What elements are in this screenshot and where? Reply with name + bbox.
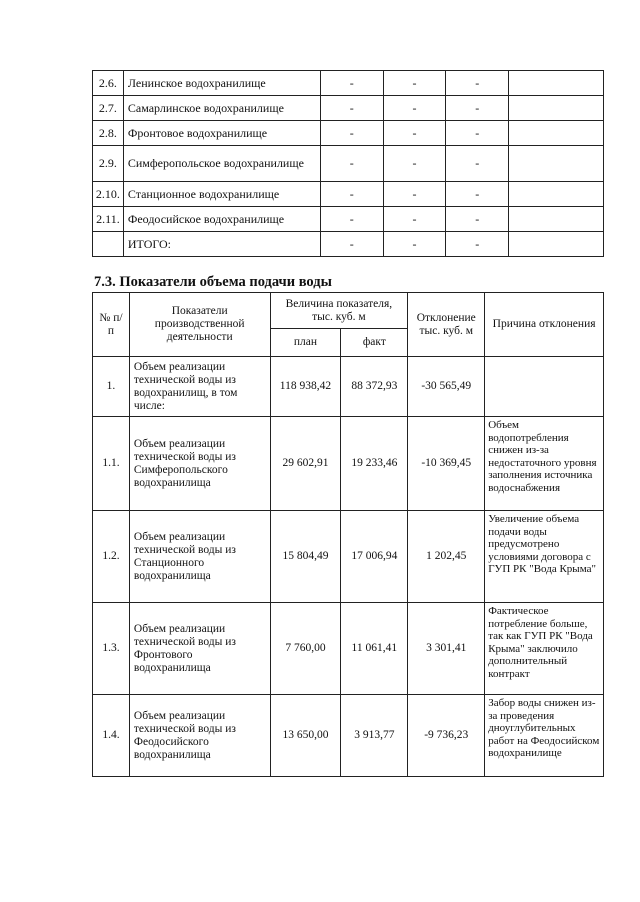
cell-name: Объем реализации технической воды из водохранилищ, в том числе: [129,357,270,417]
cell-num: 1.4. [93,695,130,777]
cell-name: Фронтовое водохранилище [123,121,320,146]
cell-v1: - [320,182,383,207]
cell-fact: 88 372,93 [341,357,408,417]
header-reason: Причина отклонения [485,293,604,357]
cell-num: 2.9. [93,146,124,182]
cell-name: Станционное водохранилище [123,182,320,207]
cell-v1: - [320,207,383,232]
cell-reason-empty [509,121,604,146]
cell-reason [485,357,604,417]
cell-v2: - [383,146,446,182]
cell-v2: - [383,96,446,121]
cell-v3: - [446,121,509,146]
cell-reason-empty [509,232,604,257]
cell-reason-empty [509,71,604,96]
table-row [93,71,604,96]
cell-v2: - [383,207,446,232]
cell-dev: -9 736,23 [408,695,485,777]
cell-v1: - [320,232,383,257]
section-title: 7.3. Показатели объема подачи воды [94,274,332,290]
cell-fact: 17 006,94 [341,511,408,603]
cell-name: Объем реализации технической воды из Фронтового водохранилища [129,603,270,695]
cell-num: 2.10. [93,182,124,207]
cell-name: Феодосийское водохранилище [123,207,320,232]
cell-num: 1.3. [93,603,130,695]
table-row [93,146,604,182]
cell-dev: 1 202,45 [408,511,485,603]
cell-v2: - [383,182,446,207]
cell-reason: Увеличение объема подачи воды предусмотрено условиями договора с ГУП РК "Вода Крыма" [485,511,604,603]
table-row [93,695,604,777]
cell-reason-empty [509,207,604,232]
cell-num: 1. [93,357,130,417]
header-indicator: Показатели производственной деятельности [129,293,270,357]
cell-v1: - [320,121,383,146]
table-row [93,121,604,146]
reservoirs-table [92,70,604,257]
cell-name: Объем реализации технической воды из Симферопольского водохранилища [129,417,270,511]
cell-v1: - [320,71,383,96]
cell-v3: - [446,207,509,232]
cell-plan: 15 804,49 [270,511,341,603]
table-row [93,603,604,695]
header-deviation: Отклонение тыс. куб. м [408,293,485,357]
header-num: № п/п [93,293,130,357]
cell-num: 2.11. [93,207,124,232]
cell-dev: -30 565,49 [408,357,485,417]
cell-plan: 118 938,42 [270,357,341,417]
cell-num: 1.2. [93,511,130,603]
cell-num [93,232,124,257]
cell-fact: 19 233,46 [341,417,408,511]
cell-v3: - [446,146,509,182]
cell-reason: Объем водопотребления снижен из-за недостаточного уровня заполнения источника водоснабжения [485,417,604,511]
table-row [93,207,604,232]
header-fact: факт [341,329,408,357]
cell-num: 2.7. [93,96,124,121]
water-supply-table [92,292,604,777]
cell-plan: 7 760,00 [270,603,341,695]
cell-reason-empty [509,182,604,207]
cell-v3: - [446,96,509,121]
cell-dev: 3 301,41 [408,603,485,695]
header-plan: план [270,329,341,357]
cell-dev: -10 369,45 [408,417,485,511]
cell-v3: - [446,71,509,96]
header-value-group: Величина показателя, тыс. куб. м [270,293,408,329]
cell-fact: 3 913,77 [341,695,408,777]
cell-v2: - [383,121,446,146]
cell-fact: 11 061,41 [341,603,408,695]
table-row [93,511,604,603]
cell-v1: - [320,96,383,121]
table-row [93,232,604,257]
cell-plan: 29 602,91 [270,417,341,511]
cell-name: Симферопольское водохранилище [123,146,320,182]
cell-name: Объем реализации технической воды из Феодосийского водохранилища [129,695,270,777]
cell-v1: - [320,146,383,182]
cell-reason-empty [509,96,604,121]
cell-num: 2.6. [93,71,124,96]
cell-reason: Забор воды снижен из-за проведения дноуглубительных работ на Феодосийском водохранилище [485,695,604,777]
cell-v3: - [446,182,509,207]
table-row [93,182,604,207]
table-row [93,357,604,417]
cell-v2: - [383,71,446,96]
cell-name: ИТОГО: [123,232,320,257]
cell-num: 1.1. [93,417,130,511]
table-row [93,96,604,121]
cell-reason: Фактическое потребление больше, так как ГУП РК "Вода Крыма" заключило дополнительный контракт [485,603,604,695]
table-row [93,417,604,511]
cell-num: 2.8. [93,121,124,146]
cell-v3: - [446,232,509,257]
cell-name: Объем реализации технической воды из Станционного водохранилища [129,511,270,603]
cell-v2: - [383,232,446,257]
cell-plan: 13 650,00 [270,695,341,777]
cell-reason-empty [509,146,604,182]
cell-name: Ленинское водохранилище [123,71,320,96]
cell-name: Самарлинское водохранилище [123,96,320,121]
